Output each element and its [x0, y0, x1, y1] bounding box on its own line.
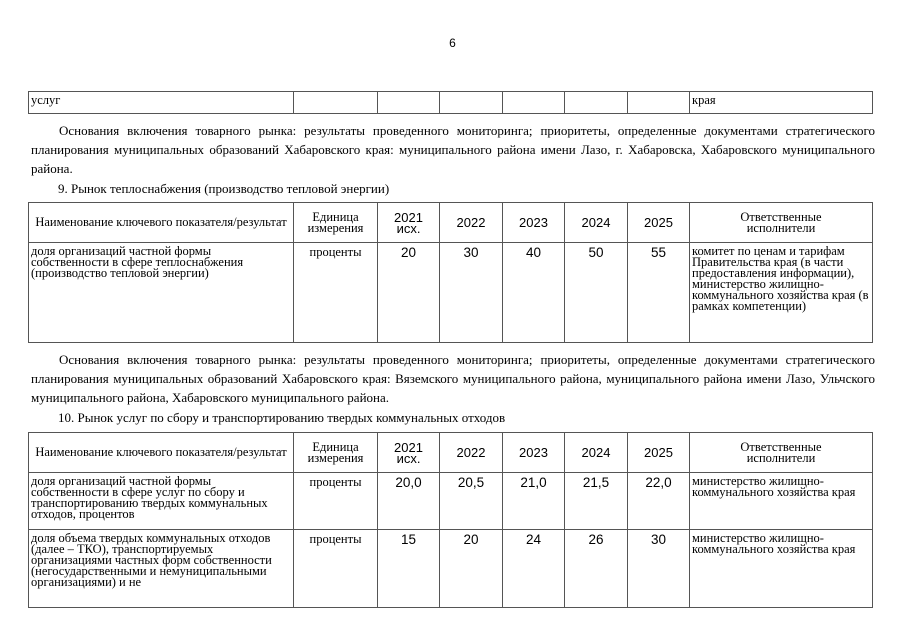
header-2021: 2021 исх. — [378, 203, 440, 243]
header-2022: 2022 — [440, 433, 503, 473]
section-heading-10: 10. Рынок услуг по сбору и транспортированию твердых коммунальных отходов — [58, 410, 506, 425]
section-heading-9: 9. Рынок теплоснабжения (производство тепловой энергии) — [58, 181, 390, 196]
basis-paragraph-2: Основания включения товарного рынка: результаты проведенного мониторинга; приоритеты, определенные документами стратегического планирования муниципальных образований Хабаровского края: Вяземского муниципального района, муниципального района имени Лазо, Ульчского муниципального района, Хабаровского муниципального района. — [31, 352, 875, 405]
value-2023: 24 — [503, 530, 565, 608]
table-header-row — [29, 433, 873, 473]
header-unit: Единица измерения — [294, 433, 378, 473]
value-2024: 50 — [565, 243, 628, 343]
responsible-cell: министерство жилищно-коммунального хозяйства края — [690, 530, 873, 608]
header-2025: 2025 — [628, 433, 690, 473]
value-2022: 30 — [440, 243, 503, 343]
table-row — [29, 473, 873, 530]
continued-table — [28, 91, 873, 114]
unit-cell: проценты — [294, 473, 378, 530]
header-unit: Единица измерения — [294, 203, 378, 243]
indicator-table-9 — [28, 202, 873, 343]
header-2024: 2024 — [565, 433, 628, 473]
responsible-cell: министерство жилищно-коммунального хозяйства края — [690, 473, 873, 530]
table-cell: услуг — [29, 92, 294, 114]
indicator-name: доля объема твердых коммунальных отходов (далее – ТКО), транспортируемых организациями частных форм собственности (негосударственными и немуниципальными организациями) и не — [29, 530, 294, 608]
value-2023: 40 — [503, 243, 565, 343]
indicator-table-10 — [28, 432, 873, 608]
table-row — [29, 243, 873, 343]
page-number: 6 — [449, 36, 456, 50]
table-header-row — [29, 203, 873, 243]
table-row — [29, 530, 873, 608]
value-2024: 21,5 — [565, 473, 628, 530]
header-responsible: Ответственные исполнители — [690, 433, 873, 473]
header-2021: 2021 исх. — [378, 433, 440, 473]
table-cell — [378, 92, 440, 114]
header-2024: 2024 — [565, 203, 628, 243]
table-cell — [628, 92, 690, 114]
table-cell — [440, 92, 503, 114]
header-2022: 2022 — [440, 203, 503, 243]
table-cell: края — [690, 92, 873, 114]
indicator-name: доля организаций частной формы собственности в сфере теплоснабжения (производство тепловой энергии) — [29, 243, 294, 343]
unit-cell: проценты — [294, 243, 378, 343]
basis-paragraph-1: Основания включения товарного рынка: результаты проведенного мониторинга; приоритеты, определенные документами стратегического планирования муниципальных образований Хабаровского края: муниципального района имени Лазо, г. Хабаровска, Хабаровского муниципального района. — [31, 123, 875, 176]
table-row — [29, 92, 873, 114]
header-2023: 2023 — [503, 433, 565, 473]
table-cell — [565, 92, 628, 114]
value-2025: 30 — [628, 530, 690, 608]
value-2021: 20,0 — [378, 473, 440, 530]
header-indicator: Наименование ключевого показателя/результат — [29, 433, 294, 473]
unit-cell: проценты — [294, 530, 378, 608]
header-indicator: Наименование ключевого показателя/результат — [29, 203, 294, 243]
header-2025: 2025 — [628, 203, 690, 243]
value-2023: 21,0 — [503, 473, 565, 530]
value-2021: 20 — [378, 243, 440, 343]
table-cell — [294, 92, 378, 114]
indicator-name: доля организаций частной формы собственности в сфере услуг по сбору и транспортированию твердых коммунальных отходов, процентов — [29, 473, 294, 530]
value-2022: 20,5 — [440, 473, 503, 530]
header-responsible: Ответственные исполнители — [690, 203, 873, 243]
value-2024: 26 — [565, 530, 628, 608]
value-2021: 15 — [378, 530, 440, 608]
responsible-cell: комитет по ценам и тарифам Правительства края (в части предоставления информации), министерство жилищно-коммунального хозяйства края (в рамках компетенции) — [690, 243, 873, 343]
table-cell — [503, 92, 565, 114]
value-2022: 20 — [440, 530, 503, 608]
header-2023: 2023 — [503, 203, 565, 243]
value-2025: 55 — [628, 243, 690, 343]
value-2025: 22,0 — [628, 473, 690, 530]
